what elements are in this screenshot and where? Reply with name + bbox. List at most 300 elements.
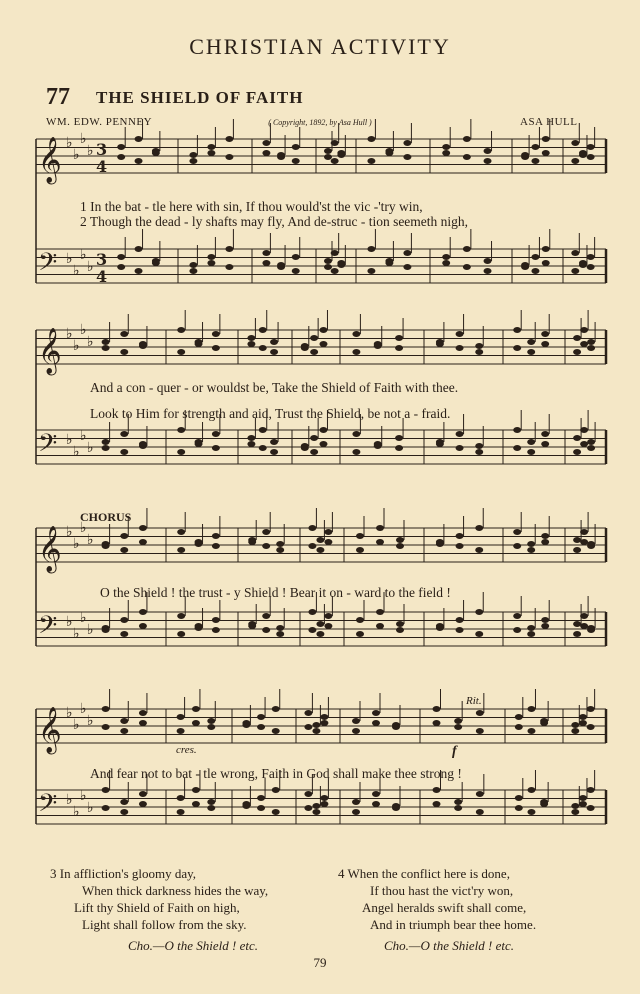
verse-3-line: 3 In affliction's gloomy day, (50, 866, 197, 881)
notehead (540, 801, 548, 807)
notehead (392, 722, 400, 728)
notehead (587, 787, 595, 793)
notehead (396, 537, 404, 543)
notehead (177, 795, 185, 801)
notehead (337, 150, 345, 156)
cresc-mark: cres. (176, 744, 197, 756)
flat-sign: ♭ (87, 259, 94, 275)
notehead (139, 609, 147, 615)
notehead (475, 443, 483, 449)
notehead (316, 621, 324, 627)
notehead (331, 140, 339, 146)
notehead (484, 258, 492, 264)
notehead (276, 547, 284, 553)
notehead (580, 341, 588, 347)
notehead (189, 152, 197, 158)
notehead (270, 449, 278, 455)
flat-sign: ♭ (80, 701, 87, 717)
notehead (102, 541, 110, 547)
notehead (102, 805, 110, 811)
notehead (571, 728, 579, 734)
notehead (337, 260, 345, 266)
notehead (571, 140, 579, 146)
notehead (212, 345, 220, 351)
flat-sign: ♭ (66, 705, 73, 721)
notehead (356, 631, 364, 637)
lyric-line-3: And a con - quer - or wouldst be, Take the Shield of Faith with thee. (90, 380, 459, 395)
notehead (475, 349, 483, 355)
notehead (513, 445, 521, 451)
hymn-title: THE SHIELD OF FAITH (96, 88, 304, 107)
notehead (247, 441, 255, 447)
flat-sign: ♭ (87, 532, 94, 548)
notehead (352, 728, 360, 734)
notehead (331, 250, 339, 256)
notehead (189, 158, 197, 164)
notehead (356, 617, 364, 623)
notehead (195, 341, 203, 347)
notehead (463, 264, 471, 270)
notehead (292, 158, 300, 164)
verse-4 (338, 865, 536, 954)
hymn-number: 77 (46, 84, 70, 110)
notehead (277, 264, 285, 270)
page-number: 79 (313, 955, 327, 970)
flat-sign: ♭ (73, 717, 80, 733)
notehead (442, 150, 450, 156)
notehead (331, 268, 339, 274)
flat-sign: ♭ (73, 338, 80, 354)
notehead (587, 706, 595, 712)
notehead (515, 805, 523, 811)
notehead (259, 327, 267, 333)
notehead (301, 343, 309, 349)
notehead (515, 714, 523, 720)
notehead (257, 724, 265, 730)
page-header: CHRISTIAN ACTIVITY (189, 34, 451, 59)
notehead (242, 720, 250, 726)
notehead (372, 720, 380, 726)
notehead (587, 541, 595, 547)
notehead (372, 791, 380, 797)
notehead (225, 246, 233, 252)
flat-sign: ♭ (80, 610, 87, 626)
notehead (139, 801, 147, 807)
notehead (207, 805, 215, 811)
notehead (541, 441, 549, 447)
notehead (192, 787, 200, 793)
notehead (395, 445, 403, 451)
notehead (395, 345, 403, 351)
notehead (587, 543, 595, 549)
lyric-line-6: And fear not to bat - tle wrong, Faith in God shall make thee strong ! (90, 766, 462, 781)
notehead (513, 627, 521, 633)
notehead (475, 609, 483, 615)
notehead (541, 617, 549, 623)
notehead (542, 136, 550, 142)
forte-mark: f (452, 744, 457, 759)
flat-sign: ♭ (66, 251, 73, 267)
notehead (320, 795, 328, 801)
notehead (324, 154, 332, 160)
notehead (319, 341, 327, 347)
notehead (102, 724, 110, 730)
notehead (587, 264, 595, 270)
notehead (319, 427, 327, 433)
notehead (541, 331, 549, 337)
notehead (102, 627, 110, 633)
notehead (324, 529, 332, 535)
notehead (456, 533, 464, 539)
verse-4-line: If thou hast the vict'ry won, (370, 883, 514, 898)
notehead (139, 623, 147, 629)
flat-sign: ♭ (80, 322, 87, 338)
notehead (177, 714, 185, 720)
notehead (257, 805, 265, 811)
notehead (242, 803, 250, 809)
verse-3 (50, 865, 268, 954)
notehead (541, 623, 549, 629)
notehead (139, 710, 147, 716)
notehead (192, 801, 200, 807)
notehead (521, 264, 529, 270)
notehead (456, 543, 464, 549)
verse-3-line: Lift thy Shield of Faith on high, (74, 900, 240, 915)
notehead (352, 809, 360, 815)
notehead (352, 718, 360, 724)
notehead (531, 158, 539, 164)
verse-4-chorus-ref: Cho.—O the Shield ! etc. (384, 938, 514, 953)
flat-sign: ♭ (66, 135, 73, 151)
notehead (135, 268, 143, 274)
notehead (442, 254, 450, 260)
notehead (540, 720, 548, 726)
notehead (262, 613, 270, 619)
notehead (580, 623, 588, 629)
notehead (195, 441, 203, 447)
notehead (152, 150, 160, 156)
notehead (247, 341, 255, 347)
notehead (542, 246, 550, 252)
rit-mark: Rit. (466, 695, 482, 707)
flat-sign: ♭ (87, 622, 94, 638)
notehead (120, 631, 128, 637)
notehead (324, 148, 332, 154)
notehead (324, 623, 332, 629)
notehead (573, 449, 581, 455)
notehead (270, 339, 278, 345)
notehead (521, 154, 529, 160)
notehead (587, 154, 595, 160)
notehead (225, 154, 233, 160)
time-signature-bottom: 4 (96, 157, 108, 176)
notehead (120, 449, 128, 455)
notehead (476, 728, 484, 734)
notehead (541, 533, 549, 539)
notehead (580, 613, 588, 619)
flat-sign: ♭ (87, 440, 94, 456)
flat-sign: ♭ (87, 143, 94, 159)
notehead (527, 809, 535, 815)
notehead (456, 331, 464, 337)
notehead (139, 720, 147, 726)
notehead (436, 339, 444, 345)
notehead (304, 805, 312, 811)
notehead (272, 706, 280, 712)
bass-clef: 𝄢 (38, 248, 58, 283)
notehead (270, 349, 278, 355)
notehead (587, 724, 595, 730)
notehead (392, 803, 400, 809)
verse-4-line: And in triumph bear thee home. (370, 917, 537, 932)
notehead (484, 158, 492, 164)
notehead (454, 799, 462, 805)
notehead (102, 787, 110, 793)
notehead (139, 343, 147, 349)
notehead (442, 260, 450, 266)
notehead (117, 254, 125, 260)
notehead (117, 264, 125, 270)
notehead (272, 787, 280, 793)
notehead (580, 539, 588, 545)
notehead (587, 339, 595, 345)
notehead (396, 543, 404, 549)
notehead (304, 724, 312, 730)
notehead (292, 268, 300, 274)
notehead (207, 254, 215, 260)
notehead (527, 625, 535, 631)
notehead (316, 537, 324, 543)
notehead (403, 264, 411, 270)
notehead (475, 343, 483, 349)
notehead (367, 268, 375, 274)
flat-sign: ♭ (87, 334, 94, 350)
notehead (259, 445, 267, 451)
notehead (102, 625, 110, 631)
verse-3-line: Light shall follow from the sky. (82, 917, 247, 932)
notehead (579, 801, 587, 807)
notehead (259, 427, 267, 433)
notehead (571, 250, 579, 256)
notehead (139, 441, 147, 447)
notehead (212, 543, 220, 549)
notehead (385, 260, 393, 266)
notehead (475, 525, 483, 531)
notehead (312, 809, 320, 815)
notehead (102, 706, 110, 712)
notehead (579, 260, 587, 266)
verse-3-line: When thick darkness hides the way, (82, 883, 269, 898)
notehead (117, 154, 125, 160)
notehead (385, 148, 393, 154)
bass-clef: 𝄢 (38, 429, 58, 464)
notehead (527, 787, 535, 793)
notehead (139, 443, 147, 449)
notehead (376, 609, 384, 615)
notehead (292, 254, 300, 260)
notehead (527, 339, 535, 345)
notehead (454, 805, 462, 811)
treble-clef: 𝄞 (38, 137, 62, 183)
notehead (135, 158, 143, 164)
notehead (316, 631, 324, 637)
notehead (484, 148, 492, 154)
notehead (135, 246, 143, 252)
notehead (308, 525, 316, 531)
notehead (212, 331, 220, 337)
notehead (310, 449, 318, 455)
notehead (456, 445, 464, 451)
notehead (248, 621, 256, 627)
notehead (587, 627, 595, 633)
notehead (396, 627, 404, 633)
flat-sign: ♭ (73, 263, 80, 279)
flat-sign: ♭ (80, 247, 87, 263)
notehead (571, 722, 579, 728)
notehead (324, 258, 332, 264)
notehead (352, 799, 360, 805)
notehead (259, 345, 267, 351)
flat-sign: ♭ (73, 444, 80, 460)
notehead (195, 541, 203, 547)
notehead (436, 439, 444, 445)
notehead (579, 720, 587, 726)
notehead (573, 537, 581, 543)
bass-clef: 𝄢 (38, 611, 58, 646)
notehead (310, 335, 318, 341)
notehead (262, 260, 270, 266)
verse-4-line: Angel heralds swift shall come, (362, 900, 527, 915)
notehead (337, 262, 345, 268)
notehead (456, 617, 464, 623)
notehead (374, 341, 382, 347)
notehead (513, 327, 521, 333)
notehead (476, 710, 484, 716)
notehead (579, 262, 587, 268)
notehead (484, 268, 492, 274)
notehead (102, 445, 110, 451)
notehead (331, 158, 339, 164)
time-signature-bottom: 4 (96, 267, 108, 286)
notehead (195, 339, 203, 345)
notehead (102, 345, 110, 351)
notehead (463, 154, 471, 160)
notehead (212, 617, 220, 623)
notehead (139, 791, 147, 797)
notehead (257, 795, 265, 801)
notehead (247, 335, 255, 341)
notehead (120, 349, 128, 355)
notehead (436, 625, 444, 631)
notehead (436, 541, 444, 547)
notehead (392, 724, 400, 730)
notehead (372, 801, 380, 807)
notehead (587, 144, 595, 150)
notehead (320, 720, 328, 726)
flat-sign: ♭ (80, 131, 87, 147)
notehead (177, 613, 185, 619)
notehead (403, 140, 411, 146)
notehead (515, 724, 523, 730)
notehead (262, 627, 270, 633)
notehead (212, 533, 220, 539)
notehead (320, 714, 328, 720)
notehead (207, 150, 215, 156)
notehead (102, 439, 110, 445)
notehead (587, 254, 595, 260)
notehead (376, 525, 384, 531)
notehead (192, 720, 200, 726)
notehead (476, 809, 484, 815)
notehead (541, 431, 549, 437)
notehead (573, 621, 581, 627)
notehead (542, 260, 550, 266)
notehead (262, 543, 270, 549)
flat-sign: ♭ (66, 614, 73, 630)
notehead (152, 260, 160, 266)
notehead (308, 609, 316, 615)
notehead (531, 254, 539, 260)
notehead (395, 335, 403, 341)
notehead (392, 805, 400, 811)
notehead (587, 805, 595, 811)
notehead (120, 809, 128, 815)
notehead (316, 547, 324, 553)
notehead (304, 791, 312, 797)
notehead (177, 547, 185, 553)
notehead (177, 728, 185, 734)
notehead (120, 728, 128, 734)
notehead (120, 533, 128, 539)
notehead (436, 341, 444, 347)
notehead (242, 801, 250, 807)
notehead (395, 435, 403, 441)
notehead (319, 441, 327, 447)
notehead (225, 136, 233, 142)
flat-sign: ♭ (87, 713, 94, 729)
notehead (225, 264, 233, 270)
flat-sign: ♭ (66, 524, 73, 540)
notehead (436, 539, 444, 545)
notehead (120, 799, 128, 805)
notehead (531, 144, 539, 150)
notehead (248, 539, 256, 545)
notehead (242, 722, 250, 728)
notehead (587, 625, 595, 631)
notehead (270, 439, 278, 445)
notehead (456, 345, 464, 351)
notehead (195, 539, 203, 545)
time-signature-top: 3 (96, 250, 108, 269)
notehead (580, 529, 588, 535)
notehead (513, 529, 521, 535)
notehead (573, 631, 581, 637)
flat-sign: ♭ (66, 792, 73, 808)
notehead (120, 331, 128, 337)
notehead (177, 631, 185, 637)
notehead (319, 327, 327, 333)
notehead (277, 262, 285, 268)
notehead (527, 728, 535, 734)
lyric-line-4: Look to Him for strength and aid, Trust the Shield, be not a - fraid. (90, 406, 451, 421)
notehead (573, 435, 581, 441)
notehead (436, 623, 444, 629)
notehead (277, 154, 285, 160)
notehead (527, 349, 535, 355)
notehead (541, 341, 549, 347)
notehead (120, 431, 128, 437)
notehead (367, 246, 375, 252)
